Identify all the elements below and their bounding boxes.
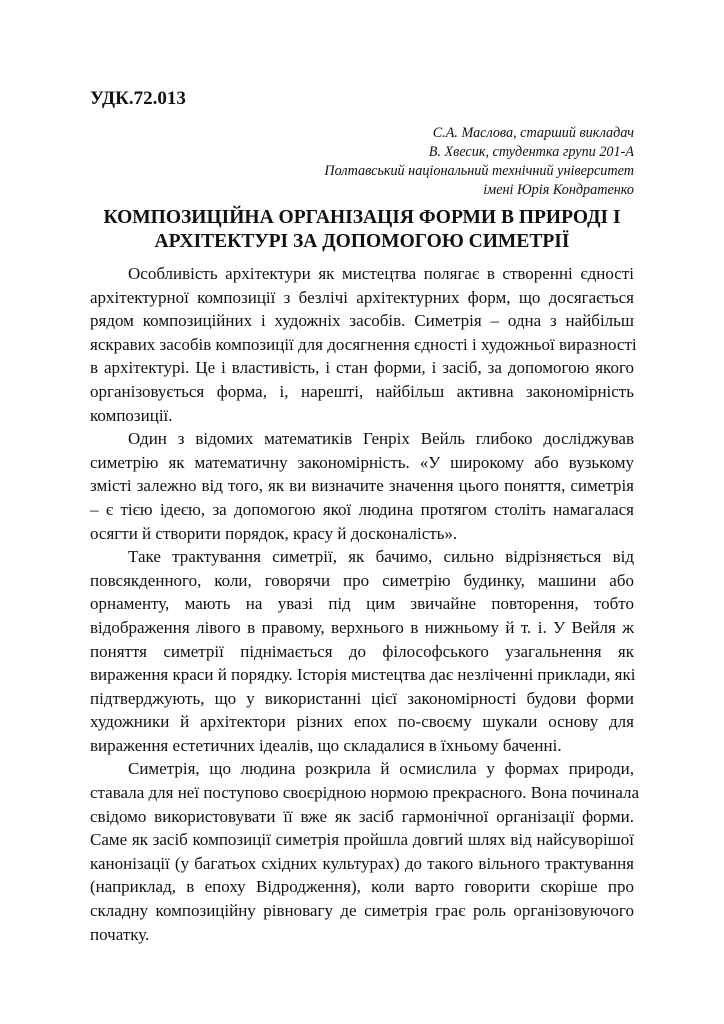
paragraph-line: Особливість архітектури як мистецтва полягає в створенні єдності xyxy=(128,264,634,283)
paragraph-line: художники й архітектори різних епох по-своєму шукали основу для xyxy=(90,712,634,732)
paragraph-line: початку. xyxy=(90,924,150,944)
paragraph-line: вираження естетичних ідеалів, що складалися в їхньому баченні. xyxy=(90,735,562,755)
paragraph-line: рядом композиційних і художніх засобів. Симетрія – одна з найбільш xyxy=(90,311,634,331)
paragraph-line: повсякденного, коли, говорячи про симетрію будинку, машини або xyxy=(90,570,634,590)
paragraph-line: композиції. xyxy=(90,405,173,425)
paragraph-line: ставала для неї поступово своєрідною нормою прекрасного. Вона починала xyxy=(90,783,640,803)
paragraph-line: в архітектурі. Це і властивість, і стан форми, і засіб, за допомогою якого xyxy=(90,358,634,378)
title-line: АРХІТЕКТУРІ ЗА ДОПОМОГОЮ СИМЕТРІЇ xyxy=(154,231,570,252)
paragraph-line: яскравих засобів композиції для досягнення єдності і художньої виразності xyxy=(90,334,637,354)
paragraph-line: змісті залежно від того, як ви визначите значення цього поняття, симетрія xyxy=(90,476,634,496)
paragraph-line: свідомо використовувати її вже як засіб гармонічної організації форми. xyxy=(90,806,634,826)
paragraph xyxy=(90,545,634,757)
affiliation-line: імені Юрія Кондратенко xyxy=(483,182,634,198)
author-block xyxy=(324,124,634,200)
paragraph xyxy=(90,427,634,545)
paragraph-line: канонізації (у багатьох східних культурах) до такого вільного трактування xyxy=(90,853,634,873)
article-body xyxy=(90,262,640,946)
paragraph-line: відображення лівого в правому, верхнього в нижньому й т. і. У Вейля ж xyxy=(90,617,634,637)
paragraph-line: поняття симетрії піднімається до філософського узагальнення як xyxy=(90,641,634,661)
author-line: С.А. Маслова, старший викладач xyxy=(432,125,634,141)
paragraph xyxy=(90,262,637,427)
author-line: В. Хвесик, студентка групи 201-А xyxy=(428,144,634,160)
paragraph-line: (наприклад, в епоху Відродження), коли варто говорити скоріше про xyxy=(90,877,634,897)
paragraph-line: організовується форма, і, нарешті, найбільш активна закономірність xyxy=(90,381,634,401)
paragraph-line: Таке трактування симетрії, як бачимо, сильно відрізняється від xyxy=(128,547,634,567)
affiliation-line: Полтавський національний технічний університет xyxy=(324,163,634,179)
title-line: КОМПОЗИЦІЙНА ОРГАНІЗАЦІЯ ФОРМИ В ПРИРОДІ І xyxy=(103,207,621,228)
udc-code: УДК.72.013 xyxy=(90,88,186,109)
paragraph-line: Симетрія, що людина розкрила й осмислила у формах природи, xyxy=(128,759,634,779)
paragraph-line: вираження краси й порядку. Історія мистецтва дає незліченні приклади, які xyxy=(90,665,636,685)
article-title xyxy=(80,206,644,254)
paragraph-line: – є тією ідеєю, за допомогою якої людина протягом століть намагалася xyxy=(90,499,634,519)
paragraph-line: архітектурної композиції з безлічі архітектурних форм, що досягається xyxy=(90,287,634,307)
paragraph-line: складну композиційну рівновагу де симетрія грає роль організовуючого xyxy=(90,901,634,921)
paragraph-line: осягти й створити порядок, красу й досконалість». xyxy=(90,523,458,543)
paragraph-line: підтверджують, що у використанні цієї закономірності будови форми xyxy=(90,688,634,708)
paragraph-line: Саме як засіб композиції симетрія пройшла довгий шлях від найсуворішої xyxy=(90,830,634,850)
paragraph-line: симетрію як математичну закономірність. «У широкому або вузькому xyxy=(90,452,634,472)
paragraph-line: Один з відомих математиків Генріх Вейль глибоко досліджував xyxy=(128,429,634,449)
paragraph xyxy=(90,757,640,946)
paragraph-line: орнаменту, мають на увазі під цим звичайне повторення, тобто xyxy=(90,594,634,614)
